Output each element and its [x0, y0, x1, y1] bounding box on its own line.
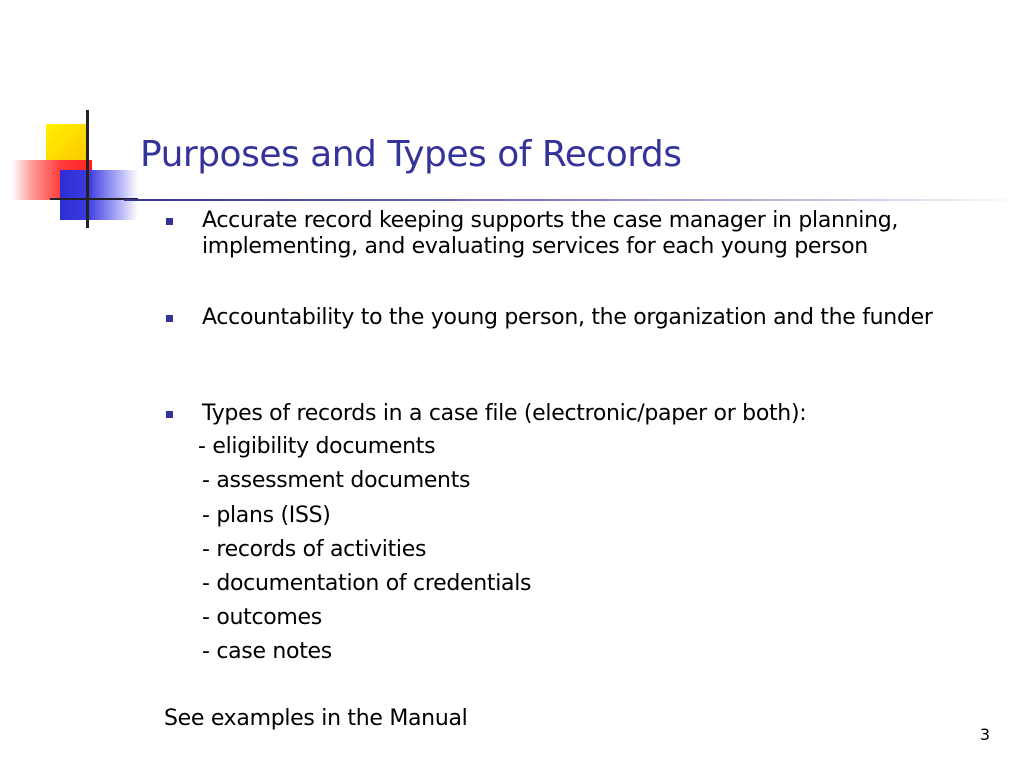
bullet-marker-icon [166, 315, 173, 322]
bullet-text: Accountability to the young person, the organization and the funder [202, 305, 933, 330]
record-type-item: - documentation of credentials [202, 571, 532, 596]
bullet-marker-icon [166, 218, 173, 225]
bullet-marker-icon [166, 411, 173, 418]
page-number: 3 [979, 725, 990, 744]
record-type-item: - records of activities [202, 537, 427, 562]
bullet-item [166, 305, 1012, 331]
record-type-item: - plans (ISS) [202, 503, 331, 528]
bullet-item [166, 401, 1012, 427]
record-type-item: - assessment documents [202, 468, 471, 493]
record-type-item: - outcomes [202, 605, 322, 630]
manual-reference-note: See examples in the Manual [164, 706, 468, 731]
slide-title: Purposes and Types of Records [140, 134, 682, 175]
record-type-item: - case notes [202, 639, 332, 664]
bullet-text: Accurate record keeping supports the case manager in planning, implementing, and evaluating services for each young person [202, 208, 899, 259]
bullet-item [166, 208, 1012, 260]
bullet-text: Types of records in a case file (electronic/paper or both): [202, 401, 807, 426]
record-type-item: - eligibility documents [198, 434, 436, 459]
